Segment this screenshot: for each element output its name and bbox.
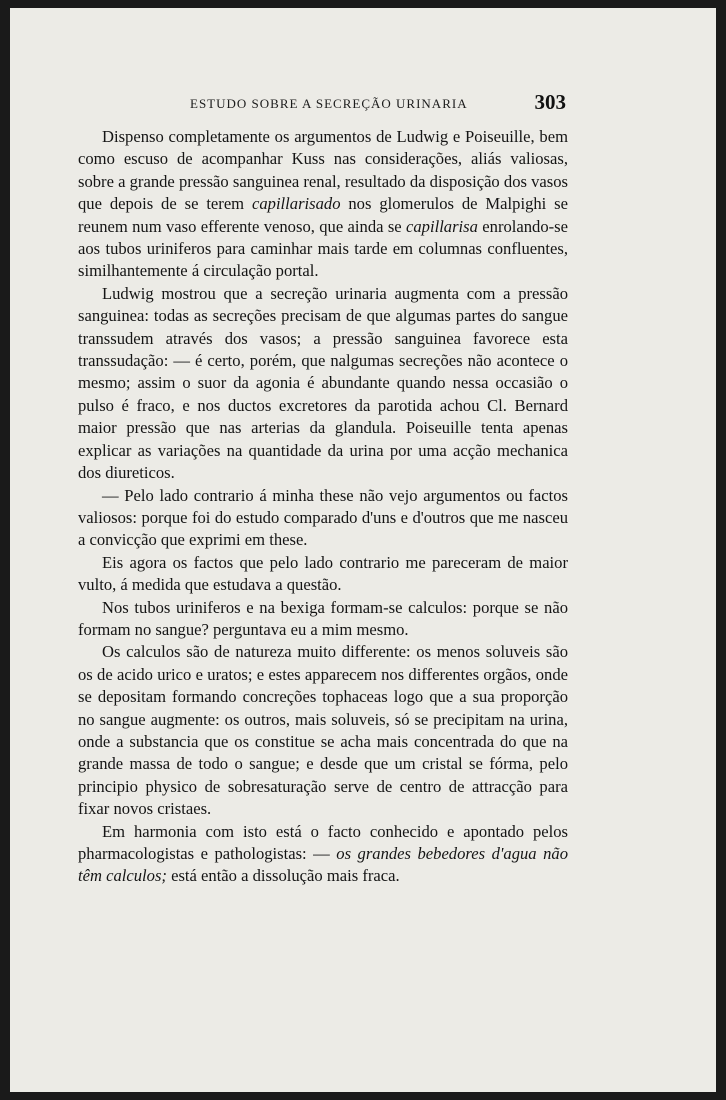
paragraph (78, 126, 568, 283)
page-number: 303 (534, 90, 566, 114)
paragraph (78, 552, 568, 597)
running-title: ESTUDO SOBRE A SECREÇÃO URINARIA (190, 96, 468, 111)
paragraph (78, 597, 568, 642)
body-text (78, 126, 568, 888)
italic-term: capillarisa (406, 216, 478, 236)
book-page (10, 8, 716, 1092)
text-segment: Ludwig mostrou que a secreção urinaria augmenta com a pressão sanguinea: todas as secreções precisam de que algumas partes do sangue transsudem através dos vasos; a pressão sanguinea favorece esta transsudação: — é certo, porém, que nalgumas secreções não acontece o mesmo; assim o suor da agonia é abundante quando nessa occasião o pulso é fraco, e nos ductos excretores da parotida achou Cl. Bernard maior pressão que nas arterias da glandula. Poiseuille tenta apenas explicar as variações na quantidade da urina por uma acção mechanica dos diureticos. (78, 283, 568, 483)
text-segment: está então a dissolução mais fraca. (166, 866, 400, 886)
text-segment: nos glomerulos de Malpighi se reunem num vaso efferente venoso, que ainda se (78, 194, 568, 236)
paragraph (78, 485, 568, 552)
italic-term: capillarisado (251, 194, 341, 214)
text-segment: Eis agora os factos que pelo lado contrario me pareceram de maior vulto, á medida que estudava a questão. (78, 552, 568, 595)
text-segment: Os calculos são de natureza muito differente: os menos soluveis são os de acido urico e uratos; e estes apparecem nos differentes orgãos, onde se depositam formando concreções tophaceas logo que a sua proporção no sangue augmente: os outros, mais soluveis, só se precipitam na urina, onde a substancia que os constitue se acha mais concentrada do que na grande massa de todo o sangue; e desde que um cristal se fórma, pelo principio physico de sobresaturação serve de centro de attracção para fixar novos cristaes. (78, 642, 568, 819)
text-segment: Nos tubos uriniferos e na bexiga formam-se calculos: porque se não formam no sangue? perguntava eu a mim mesmo. (78, 597, 568, 639)
text-segment: Dispenso completamente os argumentos de Ludwig e Poiseuille, bem como escuso de acompanhar Kuss nas considerações, aliás valiosas, sobre a grande pressão sanguinea renal, resultado da disposição dos vasos que depois de se terem (78, 127, 568, 214)
text-segment: — Pelo lado contrario á minha these não vejo argumentos ou factos valiosos: porque foi do estudo comparado d'uns e d'outros que me nasceu a convicção que exprimi em these. (78, 485, 568, 550)
paragraph (78, 821, 568, 888)
paragraph (78, 641, 568, 820)
text-segment: enrolando-se aos tubos uriniferos para caminhar mais tarde em columnas confluentes, similhantemente á circulação portal. (78, 216, 568, 281)
page-header (80, 88, 566, 118)
text-segment: Em harmonia com isto está o facto conhecido e apontado pelos pharmacologistas e pathologistas: — (78, 821, 568, 863)
italic-quote: os grandes bebedores d'agua não têm calculos; (78, 844, 568, 886)
paragraph (78, 283, 568, 485)
